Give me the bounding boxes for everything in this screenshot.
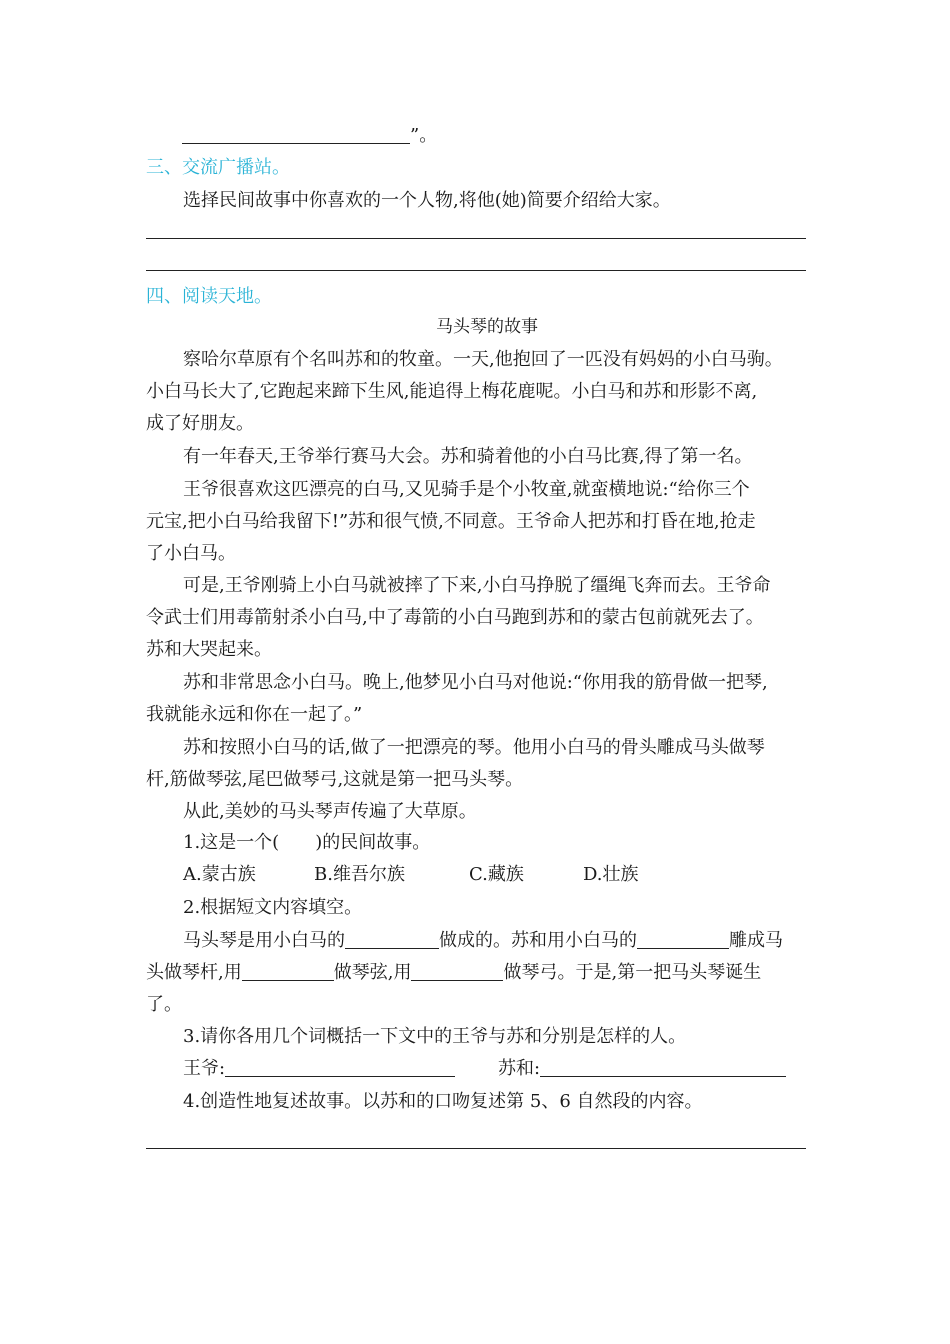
story-line: 王爷很喜欢这匹漂亮的白马,又见骑手是个小牧童,就蛮横地说:“给你三个 [183,479,750,500]
story-line: 有一年春天,王爷举行赛马大会。苏和骑着他的小白马比赛,得了第一名。 [183,446,753,467]
q1-option-a[interactable]: A.蒙古族 [183,864,256,885]
section4-heading: 四、阅读天地。 [146,286,272,307]
answer-line-1[interactable] [146,238,806,239]
q2-text: 做成的。苏和用小白马的 [439,930,637,951]
q2-text: 做琴弓。于是,第一把马头琴诞生 [503,962,762,983]
q4-answer-line[interactable] [146,1148,806,1149]
story-line: 成了好朋友。 [146,413,254,434]
q3-blank-wangye[interactable] [225,1058,455,1077]
q2-text: 头做琴杆,用 [146,962,242,983]
section3-heading: 三、交流广播站。 [146,157,290,178]
q2-blank-2[interactable] [637,930,729,949]
q1-stem-pre: 1.这是一个( [183,832,280,853]
answer-blank[interactable] [182,125,410,144]
story-line: 杆,筋做琴弦,尾巴做琴弓,这就是第一把马头琴。 [146,769,524,790]
q2-blank-3[interactable] [242,962,334,981]
q1-stem-post: )的民间故事。 [315,832,431,853]
q1-stem [183,831,430,855]
q2-fill-line-3: 了。 [146,994,182,1015]
q2-stem: 2.根据短文内容填空。 [183,897,363,918]
q2-blank-4[interactable] [411,962,503,981]
q1-option-d[interactable]: D.壮族 [583,864,639,885]
q3-answer-wangye [183,1057,455,1081]
q2-text: 马头琴是用小白马的 [183,930,345,951]
q4-stem: 4.创造性地复述故事。以苏和的口吻复述第 5、6 自然段的内容。 [183,1091,703,1112]
q3-answer-suhe [498,1057,786,1081]
story-line: 从此,美妙的马头琴声传遍了大草原。 [183,801,477,822]
story-line: 苏和按照小白马的话,做了一把漂亮的琴。他用小白马的骨头雕成马头做琴 [183,737,765,758]
q2-text: 做琴弦,用 [333,962,412,983]
q2-blank-1[interactable] [345,930,439,949]
q3-blank-suhe[interactable] [540,1058,786,1077]
section3-prompt: 选择民间故事中你喜欢的一个人物,将他(她)简要介绍给大家。 [183,190,671,211]
q2-text: 雕成马 [729,930,783,951]
q1-option-c[interactable]: C.藏族 [469,864,524,885]
story-line: 了小白马。 [146,543,236,564]
q3-label-suhe: 苏和: [498,1058,541,1079]
story-line: 察哈尔草原有个名叫苏和的牧童。一天,他抱回了一匹没有妈妈的小白马驹。 [183,349,783,370]
story-line: 我就能永远和你在一起了。” [146,704,363,725]
q1-option-b[interactable]: B.维吾尔族 [314,864,405,885]
story-line: 令武士们用毒箭射杀小白马,中了毒箭的小白马跑到苏和的蒙古包前就死去了。 [146,607,764,628]
story-line: 小白马长大了,它跑起来蹄下生风,能追得上梅花鹿呢。小白马和苏和形影不离, [146,381,758,402]
story-title: 马头琴的故事 [436,317,538,337]
q2-fill-line-1 [183,929,783,953]
story-line: 苏和大哭起来。 [146,639,272,660]
answer-continuation [182,124,437,148]
q3-label-wangye: 王爷: [183,1058,226,1079]
answer-line-2[interactable] [146,270,806,271]
closing-quote: ”。 [410,125,438,146]
story-line: 元宝,把小白马给我留下!”苏和很气愤,不同意。王爷命人把苏和打昏在地,抢走 [146,511,756,532]
story-line: 可是,王爷刚骑上小白马就被摔了下来,小白马挣脱了缰绳飞奔而去。王爷命 [183,575,771,596]
story-line: 苏和非常思念小白马。晚上,他梦见小白马对他说:“你用我的筋骨做一把琴, [183,672,768,693]
q2-fill-line-2 [146,961,761,985]
q3-stem: 3.请你各用几个词概括一下文中的王爷与苏和分别是怎样的人。 [183,1026,687,1047]
